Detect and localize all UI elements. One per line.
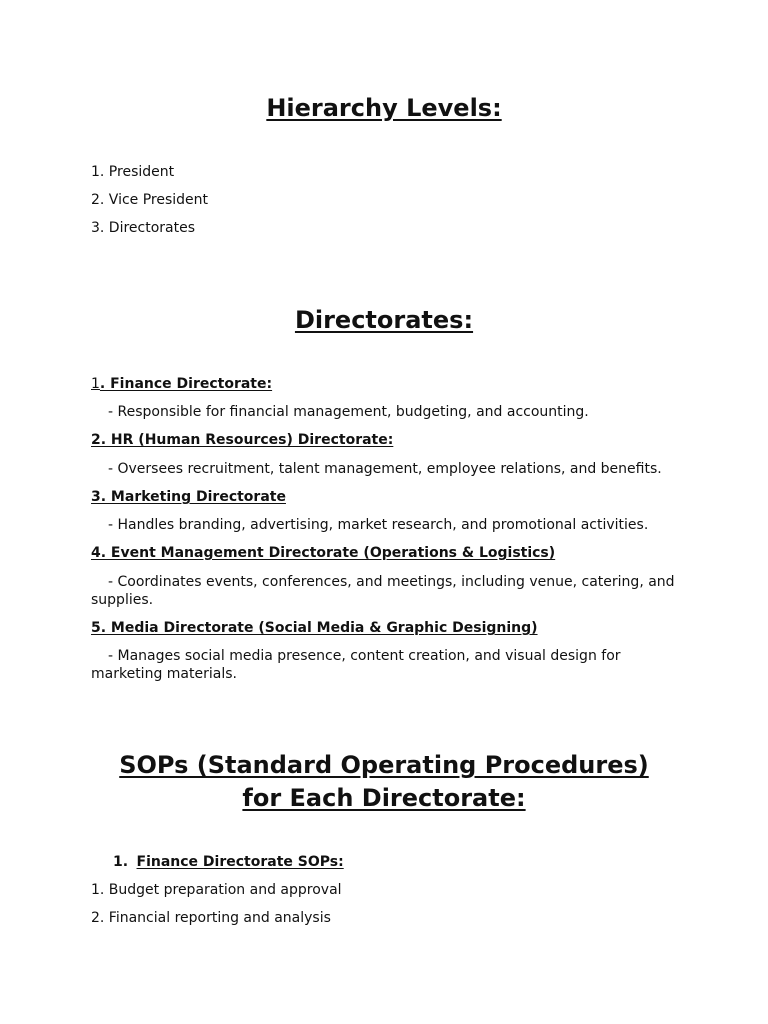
- sops-title-line2: for Each Directorate:: [242, 784, 526, 812]
- directorate-number: 1: [91, 376, 100, 392]
- directorate-description: - Coordinates events, conferences, and meetings, including venue, catering, and supplies.: [91, 574, 675, 608]
- sops-item: 1. Budget preparation and approval: [91, 882, 342, 898]
- sops-title-line1: SOPs (Standard Operating Procedures): [119, 751, 649, 779]
- directorate-description: - Oversees recruitment, talent management, employee relations, and benefits.: [108, 461, 662, 477]
- directorate-description: - Handles branding, advertising, market research, and promotional activities.: [108, 517, 649, 533]
- directorate-heading: 2. HR (Human Resources) Directorate:: [91, 432, 394, 448]
- directorates-title: Directorates:: [294, 306, 474, 334]
- sops-section-number: 1.: [113, 854, 129, 870]
- sops-item: 2. Financial reporting and analysis: [91, 910, 331, 926]
- directorate-heading: [91, 375, 272, 393]
- hierarchy-item: 3. Directorates: [91, 220, 196, 236]
- directorate-description: - Manages social media presence, content creation, and visual design for marketing materials.: [91, 648, 621, 682]
- directorate-heading-text: . Finance Directorate:: [99, 376, 273, 392]
- sops-section-heading: [113, 853, 344, 871]
- directorate-heading: 4. Event Management Directorate (Operations & Logistics): [91, 545, 556, 561]
- directorate-heading: 3. Marketing Directorate: [91, 489, 286, 505]
- directorate-heading: 5. Media Directorate (Social Media & Graphic Designing): [91, 620, 538, 636]
- hierarchy-item: 1. President: [91, 164, 175, 180]
- hierarchy-title: Hierarchy Levels:: [266, 94, 502, 122]
- hierarchy-item: 2. Vice President: [91, 192, 209, 208]
- directorate-description: - Responsible for financial management, budgeting, and accounting.: [108, 404, 589, 420]
- sops-section-heading-text: Finance Directorate SOPs:: [136, 854, 344, 870]
